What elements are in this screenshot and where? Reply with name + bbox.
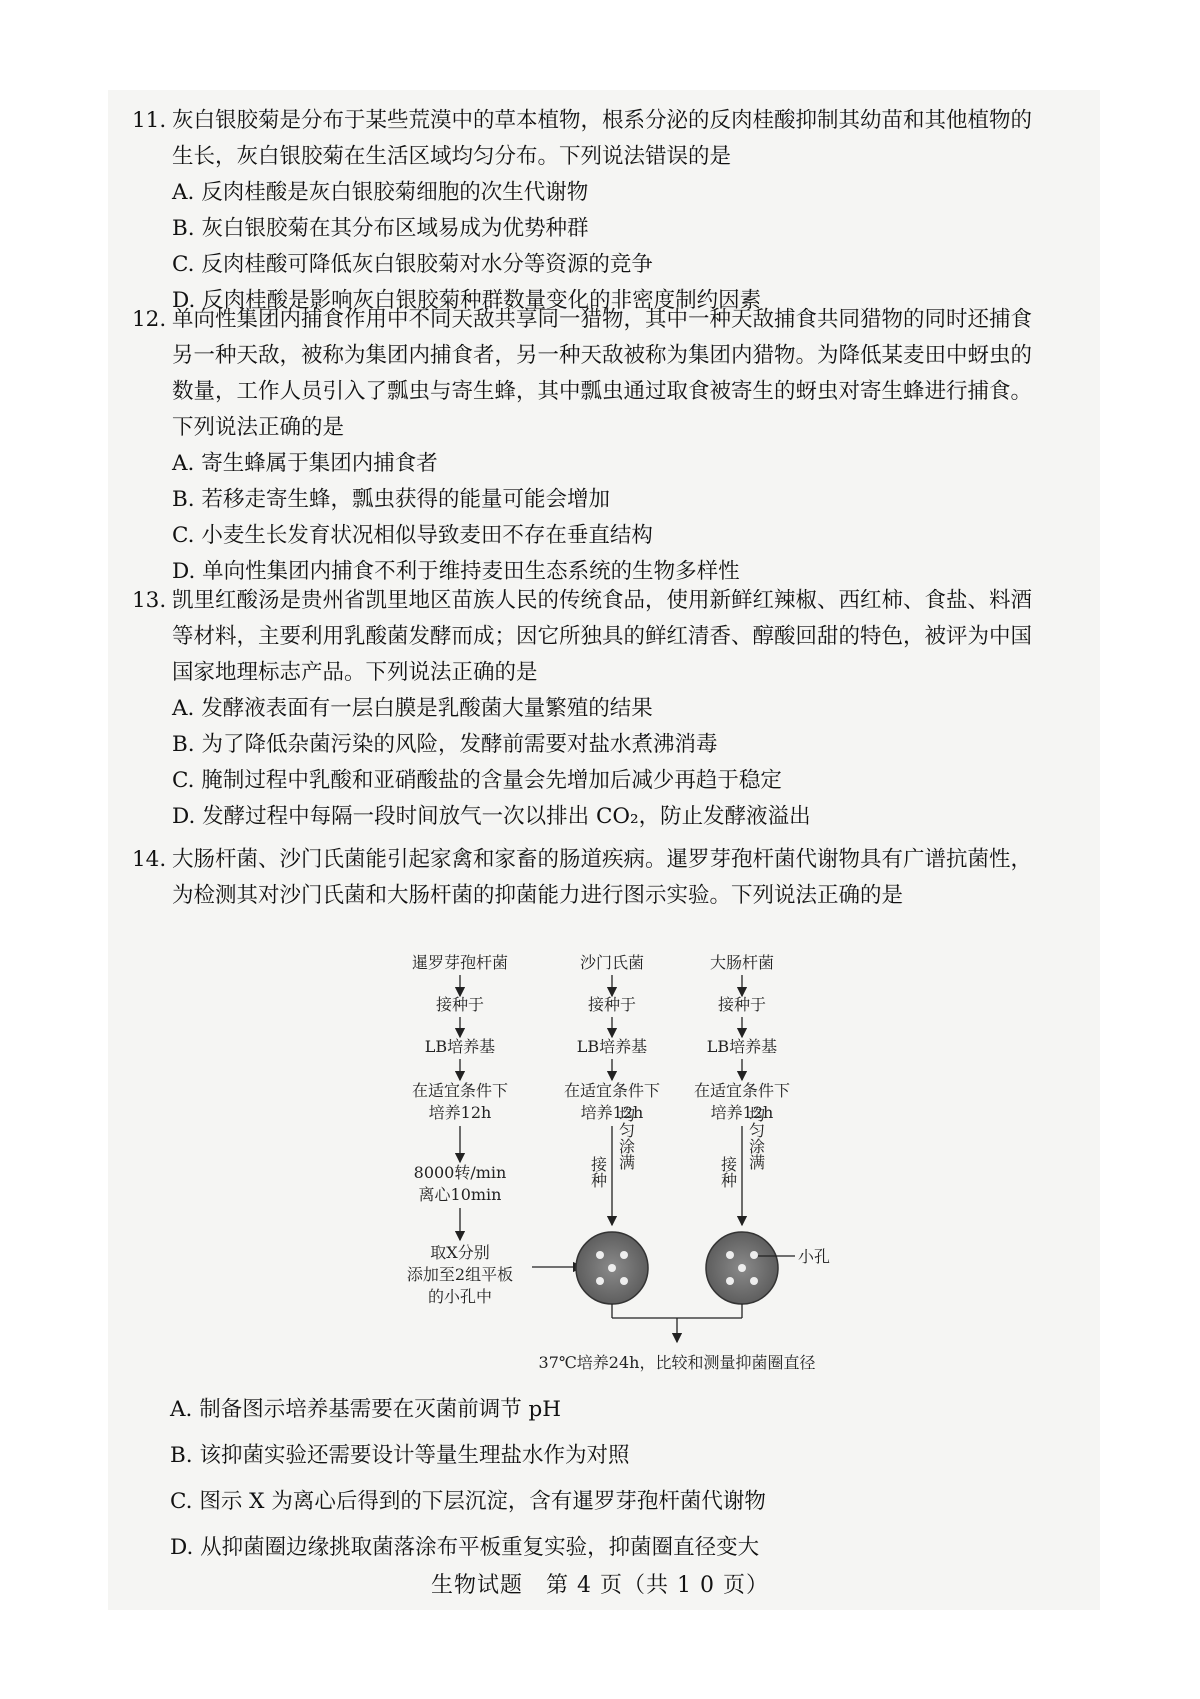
col1-step1: 接种于 [435, 995, 485, 1014]
bottom-bracket [612, 1304, 742, 1342]
col2-step2: LB培养基 [576, 1037, 648, 1056]
page-footer: 生物试题 第 4 页（共 1 0 页） [431, 1573, 769, 1598]
col3-step1: 接种于 [717, 995, 767, 1014]
col3-title: 大肠杆菌 [709, 953, 775, 972]
option-c: C. 反肉桂酸可降低灰白银胶菊对水分等资源的竞争 [172, 252, 653, 277]
small-hole [596, 1277, 604, 1285]
question-number: 11. [132, 108, 167, 133]
small-hole [726, 1277, 734, 1285]
col1-step4a: 8000转/min [413, 1163, 507, 1182]
col1-step3a: 在适宜条件下 [411, 1081, 509, 1100]
question-stem: 灰白银胶菊是分布于某些荒漠中的草本植物，根系分泌的反肉桂酸抑制其幼苗和其他植物的生长，灰白银胶菊在生活区域均匀分布。下列说法错误的是 [172, 108, 1033, 169]
option-c: C. 图示 X 为离心后得到的下层沉淀，含有暹罗芽孢杆菌代谢物 [170, 1489, 766, 1514]
option-b: B. 该抑菌实验还需要设计等量生理盐水作为对照 [170, 1443, 630, 1468]
question-stem: 凯里红酸汤是贵州省凯里地区苗族人民的传统食品，使用新鲜红辣椒、西红柿、食盐、料酒等材料，主要利用乳酸菌发酵而成；因它所独具的鲜红清香、醇酸回甜的特色，被评为中国国家地理标志产品。下列说法正确的是 [172, 588, 1033, 685]
option-b: B. 灰白银胶菊在其分布区域易成为优势种群 [172, 216, 589, 241]
col3-step3b: 培养12h [710, 1103, 774, 1122]
hole-label: 小孔 [798, 1247, 831, 1266]
col2-side-right: 均匀涂满 [616, 1106, 636, 1170]
small-hole [726, 1251, 734, 1259]
question-stem: 单向性集团内捕食作用中不同天敌共享同一猎物，其中一种天敌捕食共同猎物的同时还捕食另一种天敌，被称为集团内捕食者，另一种天敌被称为集团内猎物。为降低某麦田中蚜虫的数量，工作人员引入了瓢虫与寄生蜂，其中瓢虫通过取食被寄生的蚜虫对寄生蜂进行捕食。下列说法正确的是 [172, 307, 1033, 440]
col2-step3b: 培养12h [580, 1103, 644, 1122]
option-a: A. 反肉桂酸是灰白银胶菊细胞的次生代谢物 [172, 180, 589, 205]
col1-title: 暹罗芽孢杆菌 [411, 953, 509, 972]
col2-title: 沙门氏菌 [579, 953, 645, 972]
small-hole [750, 1277, 758, 1285]
small-hole [738, 1264, 746, 1272]
col1-step5a: 取X分别 [430, 1243, 490, 1262]
col2-step1: 接种于 [587, 995, 637, 1014]
option-d: D. 从抑菌圈边缘挑取菌落涂布平板重复实验，抑菌圈直径变大 [170, 1535, 760, 1560]
col3-step3a: 在适宜条件下 [693, 1081, 791, 1100]
option-d: D. 发酵过程中每隔一段时间放气一次以排出 CO₂，防止发酵液溢出 [172, 804, 811, 829]
option-b: B. 为了降低杂菌污染的风险，发酵前需要对盐水煮沸消毒 [172, 732, 718, 757]
plate-salmonella [576, 1232, 648, 1304]
column-salmonella [564, 953, 660, 1225]
option-a: A. 寄生蜂属于集团内捕食者 [172, 451, 438, 476]
question-number: 14. [132, 847, 167, 872]
small-hole [596, 1251, 604, 1259]
option-c: C. 腌制过程中乳酸和亚硝酸盐的含量会先增加后减少再趋于稳定 [172, 768, 782, 793]
plate-ecoli [706, 1232, 778, 1304]
question-stem: 大肠杆菌、沙门氏菌能引起家禽和家畜的肠道疾病。暹罗芽孢杆菌代谢物具有广谱抗菌性，为检测其对沙门氏菌和大肠杆菌的抑菌能力进行图示实验。下列说法正确的是 [172, 847, 1033, 908]
option-a: A. 制备图示培养基需要在灭菌前调节 pH [170, 1397, 562, 1422]
small-hole [750, 1251, 758, 1259]
bottom-caption: 37℃培养24h，比较和测量抑菌圈直径 [538, 1353, 816, 1372]
option-a: A. 发酵液表面有一层白膜是乳酸菌大量繁殖的结果 [172, 696, 653, 721]
col2-side-left: 接种 [588, 1156, 608, 1188]
option-b: B. 若移走寄生蜂，瓢虫获得的能量可能会增加 [172, 487, 610, 512]
col1-step5c: 的小孔中 [427, 1287, 493, 1306]
question-number: 12. [132, 307, 167, 332]
question-number: 13. [132, 588, 167, 613]
col1-step4b: 离心10min [418, 1185, 502, 1204]
option-d: D. 反肉桂酸是影响灰白银胶菊种群数量变化的非密度制约因素 [172, 288, 762, 313]
option-d: D. 单向性集团内捕食不利于维持麦田生态系统的生物多样性 [172, 559, 740, 584]
small-hole [620, 1277, 628, 1285]
small-hole [620, 1251, 628, 1259]
question-14-options [170, 1387, 1050, 1571]
col1-step5b: 添加至2组平板 [406, 1265, 514, 1284]
col1-step2: LB培养基 [424, 1037, 496, 1056]
col3-side-right: 均匀涂满 [746, 1106, 766, 1170]
col3-step2: LB培养基 [706, 1037, 778, 1056]
small-hole [608, 1264, 616, 1272]
col2-step3a: 在适宜条件下 [563, 1081, 661, 1100]
col1-step3b: 培养12h [428, 1103, 492, 1122]
column-ecoli [694, 953, 790, 1225]
column-bacillus [407, 953, 582, 1306]
col3-side-left: 接种 [718, 1156, 738, 1188]
option-c: C. 小麦生长发育状况相似导致麦田不存在垂直结构 [172, 523, 653, 548]
